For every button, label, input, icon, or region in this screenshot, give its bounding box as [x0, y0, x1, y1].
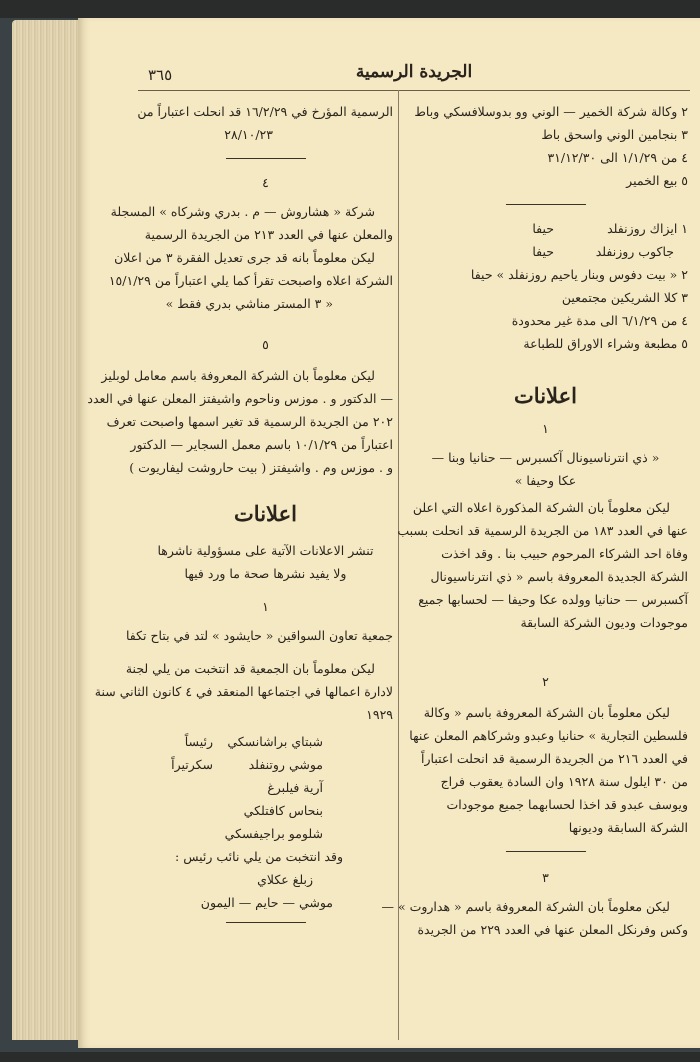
committee-list [138, 730, 393, 845]
ad-title: عكا وحيفا » [514, 473, 577, 488]
ad-number: ٢ [542, 674, 549, 689]
continuation-line: الرسمية المؤرخ في ١٦/٢/٢٩ قد انحلت اعتباراً من [137, 104, 393, 119]
disclaimer-line: ولا يفيد نشرها صحة ما ورد فيها [184, 566, 347, 581]
section-number: ٥ [262, 337, 269, 352]
list-item: ٥ مطبعة وشراء الاوراق للطباعة [523, 336, 688, 351]
ad-text-line: لادارة اعمالها في اجتماعها المنعقد في ٤ كانون الثاني سنة [94, 684, 393, 699]
book-page [78, 18, 700, 1048]
partner-row [403, 217, 688, 240]
ad-2 [403, 670, 688, 839]
ad-text-line: ليكن معلوماً بان الشركة المذكورة اعلاه التي اعلن [412, 500, 670, 515]
list-item: ٣ كلا الشريكين مجتمعين [561, 290, 688, 305]
ad-number: ١ [542, 421, 549, 436]
ad-text-line: ليكن معلوماً بان الشركة المعروفة باسم « هداروت » — [381, 899, 670, 914]
ad-text-line: الشركة السابقة وديونها [568, 820, 688, 835]
section-text-line: والمعلن عنها في العدد ٢١٣ من الجريدة الرسمية [144, 227, 393, 242]
ad-text-line: من ٣٠ ايلول سنة ١٩٢٨ وان السادة يعقوب فراج [440, 774, 688, 789]
ad-text-line: ١٩٢٩ [366, 707, 393, 722]
ad-text-line: وكس وفرنكل المعلن عنها في العدد ٢٢٩ من الجريدة [417, 922, 688, 937]
closing-signature: موشي — حايم — اليمون [200, 895, 333, 910]
committee-member [138, 753, 393, 776]
ad-text-line: ليكن معلوماً بان الجمعية قد انتخبت من يلي لجنة [125, 661, 375, 676]
section-5 [87, 333, 393, 479]
partners-block [403, 217, 688, 355]
continuation-line: ٢٨/١٠/٢٣ [224, 127, 273, 142]
list-item: ٥ بيع الخمير [626, 173, 688, 188]
committee-member: شلومو براجيفسكي [224, 826, 323, 841]
ad-1 [397, 417, 688, 634]
vice-name: زبلغ عكلاي [257, 872, 313, 887]
ad-text-line: فلسطين التجارية » حنانيا وعبدو وشركاهم المعلن عنها [409, 728, 688, 743]
ad-text-line: ويوسف عبدو قد اخذا لحسابهما جميع موجودات [446, 797, 688, 812]
partner-name: ١ ايزاك روزنفلد [607, 221, 688, 236]
ad-text-line: وفاة احد الشركاء المرحوم حبيب بنا . وقد اخذت [441, 546, 688, 561]
section-divider [506, 204, 586, 205]
member-name: شبتاي براشانسكي [227, 734, 323, 749]
section-text-line: « ٣ المستر مناشي بدري فقط » [165, 296, 333, 311]
partner-name: جاكوب روزنفلد [595, 244, 674, 259]
ad-text-line: ليكن معلوماً بان الشركة المعروفة باسم « وكالة [423, 705, 670, 720]
page-header [138, 60, 690, 91]
section-text-line: الشركة اعلاه واصبحت تقرأ كما يلي اعتباراً من ١٥/١/٢٩ [108, 273, 393, 288]
section-text-line: اعتباراً من ١٠/١/٢٩ باسم معمل السجاير — الدكتور [130, 437, 393, 452]
committee-member [138, 730, 393, 753]
left-column [87, 100, 393, 935]
list-item: ٢ وكالة شركة الخمير — الوني وو بدوسلافسكي وباط [414, 104, 688, 119]
member-role: سكرتيراً [171, 757, 213, 772]
member-name: موشي روتنفلد [248, 757, 323, 772]
partner-row [403, 240, 688, 263]
section-text-line: — الدكتور و . موزس وناحوم واشيفتز المعلن عنها في العدد [87, 391, 393, 406]
page-number: ٣٦٥ [148, 66, 173, 84]
list-item: ٣ بنجامين الوني واسحق باط [541, 127, 688, 142]
ad-number: ١ [262, 599, 269, 614]
committee-member: آرية فيلبرغ [267, 780, 323, 795]
section-text-line: و . موزس وم . واشيفتز ( بيت حاروشت ليفاريوت ) [129, 460, 393, 475]
section-4 [108, 171, 393, 315]
list-item: ٢ « بيت دفوس وبنار ياحيم روزنفلد » حيفا [470, 267, 688, 282]
ads-heading: اعلانات [234, 501, 297, 526]
ad-text-line: آكسبرس — حنانيا وولده عكا وحيفا — لحسابها جميع [418, 592, 688, 607]
section-text-line: ليكن معلوماً بانه قد جرى تعديل الفقرة ٣ من اعلان [114, 250, 375, 265]
right-column [381, 100, 688, 941]
left-ad-1 [94, 595, 393, 923]
partner-city: حيفا [532, 221, 555, 236]
vice-line: وقد انتخبت من يلي نائب رئيس : [175, 849, 343, 864]
disclaimer-line: تنشر الاعلانات الآتية على مسؤولية ناشرها [157, 543, 374, 558]
gazette-title: الجريدة الرسمية [355, 62, 473, 82]
ads-heading: اعلانات [514, 383, 577, 408]
list-item: ٤ من ٦/١/٢٩ الى مدة غير محدودة [511, 313, 688, 328]
section-text-line: ٢٠٢ من الجريدة الرسمية قد تغير اسمها واصبحت تعرف [106, 414, 393, 429]
ad-text-line: عنها في العدد ١٨٣ من الجريدة الرسمية قد انحلت بسبب [397, 523, 688, 538]
ad-3 [381, 866, 688, 941]
section-text-line: ليكن معلوماً بان الشركة المعروفة باسم معامل لوبليز [101, 368, 375, 383]
ad-number: ٣ [542, 870, 549, 885]
section-text-line: شركة « هشاروش — م . بدري وشركاه » المسجلة [110, 204, 375, 219]
ad-text-line: في العدد ٢١٦ من الجريدة الرسمية قد انحلت اعتباراً [421, 751, 688, 766]
partner-city: حيفا [532, 244, 555, 259]
ad-text-line: موجودات وديون الشركة السابقة [520, 615, 688, 630]
ad-title: « ذي انترناسيونال آكسبرس — حنانيا وبنا — [431, 450, 660, 465]
ad-title: جمعية تعاون السواقين « حايشود » لتد في بتاح تكفا [125, 628, 393, 643]
section-number: ٤ [262, 175, 269, 190]
member-role: رئيساً [184, 734, 213, 749]
ad-text-line: الشركة الجديدة المعروفة باسم « ذي انترناسيونال [430, 569, 688, 584]
page-stack-edge [12, 20, 82, 1040]
list-item: ٤ من ١/١/٢٩ الى ٣١/١٢/٣٠ [547, 150, 688, 165]
top-items-list [403, 100, 688, 192]
section-divider [226, 158, 306, 159]
section-divider [226, 922, 306, 923]
committee-member: بنحاس كافتلكي [243, 803, 323, 818]
section-divider [506, 851, 586, 852]
